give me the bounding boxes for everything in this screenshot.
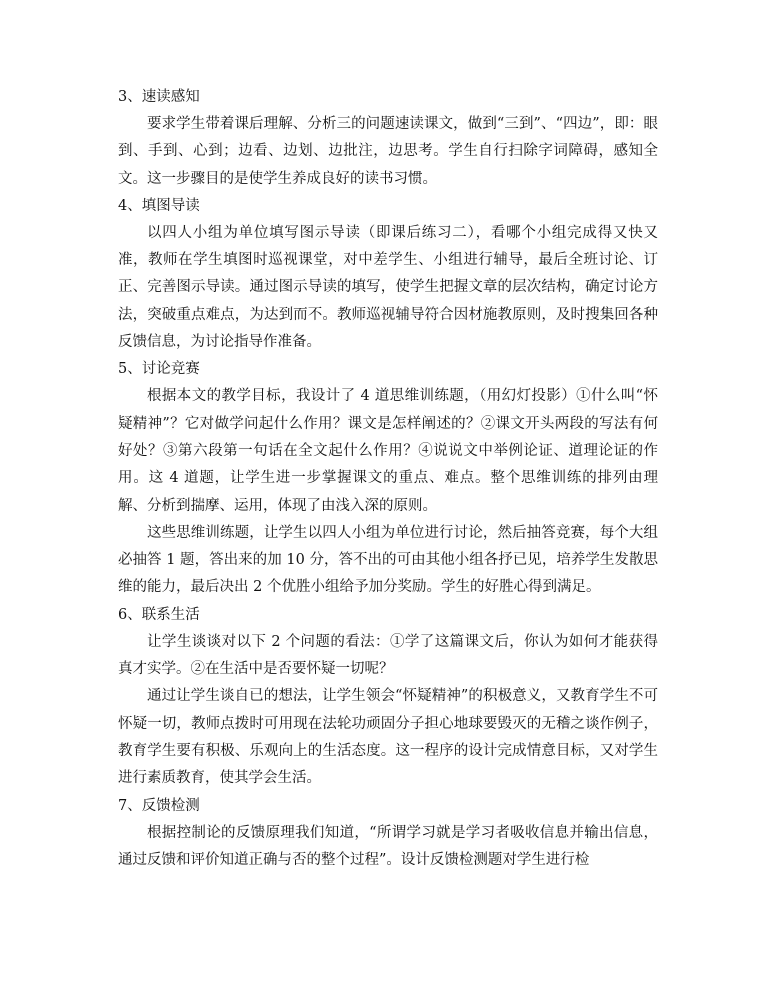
paragraph: 根据本文的教学目标，我设计了 4 道思维训练题，（用幻灯投影）①什么叫“怀疑精神”？它对做学问起什么作用？课文是怎样阐述的？②课文开头两段的写法有何好处？③第六段第一句话在全文起什么作用？④说说文中举例论证、道理论证的作用。这 4 道题，让学生进一步掌握课文的重点、难点。整个思维训练的排列由理解、分析到揣摩、运用，体现了由浅入深的原则。	[118, 388, 658, 514]
paragraph: 要求学生带着课后理解、分析三的问题速读课文，做到“三到”、“四边”，即：眼到、手到、心到；边看、边划、边批注，边思考。学生自行扫除字词障碍，感知全文。这一步骤目的是使学生养成良好的读书习惯。	[118, 116, 658, 187]
section-fill-diagram	[118, 193, 658, 356]
section-heading: 4、填图导读	[118, 197, 200, 214]
paragraph: 根据控制论的反馈原理我们知道，“所谓学习就是学习者吸收信息并输出信息，通过反馈和评价知道正确与否的整个过程”。设计反馈检测题对学生进行检	[118, 824, 658, 868]
section-heading: 7、反馈检测	[118, 797, 200, 814]
paragraph: 以四人小组为单位填写图示导读（即课后练习二），看哪个小组完成得又快又准，教师在学生填图时巡视课堂，对中差学生、小组进行辅导，最后全班讨论、订正、完善图示导读。通过图示导读的填写，使学生把握文章的层次结构，确定讨论方法，突破重点难点，为达到而不。教师巡视辅导符合因材施教原则，及时搜集回各种反馈信息，为讨论指导作准备。	[118, 224, 658, 351]
paragraph: 这些思维训练题，让学生以四人小组为单位进行讨论，然后抽答竞赛，每个大组必抽答 1 题，答出来的加 10 分，答不出的可由其他小组各抒已见，培养学生发散思维的能力，最后决出 2 个优胜小组给予加分奖励。学生的好胜心得到满足。	[118, 524, 658, 596]
document-body	[118, 84, 658, 874]
section-feedback-test	[118, 793, 658, 875]
section-heading: 6、联系生活	[118, 606, 200, 623]
paragraph: 通过让学生谈自已的想法，让学生领会“怀疑精神”的积极意义，又教育学生不可怀疑一切，教师点拨时可用现在法轮功顽固分子担心地球要毁灭的无稽之谈作例子，教育学生要有积极、乐观向上的生活态度。这一程序的设计完成情意目标，又对学生进行素质教育，使其学会生活。	[118, 688, 658, 787]
section-connect-life	[118, 602, 658, 793]
section-speed-reading	[118, 84, 658, 193]
section-heading: 3、速读感知	[118, 89, 200, 105]
paragraph: 让学生谈谈对以下 2 个问题的看法：①学了这篇课文后，你认为如何才能获得真才实学。②在生活中是否要怀疑一切呢？	[118, 633, 658, 678]
section-discussion-contest	[118, 356, 658, 601]
section-heading: 5、讨论竞赛	[118, 361, 200, 378]
